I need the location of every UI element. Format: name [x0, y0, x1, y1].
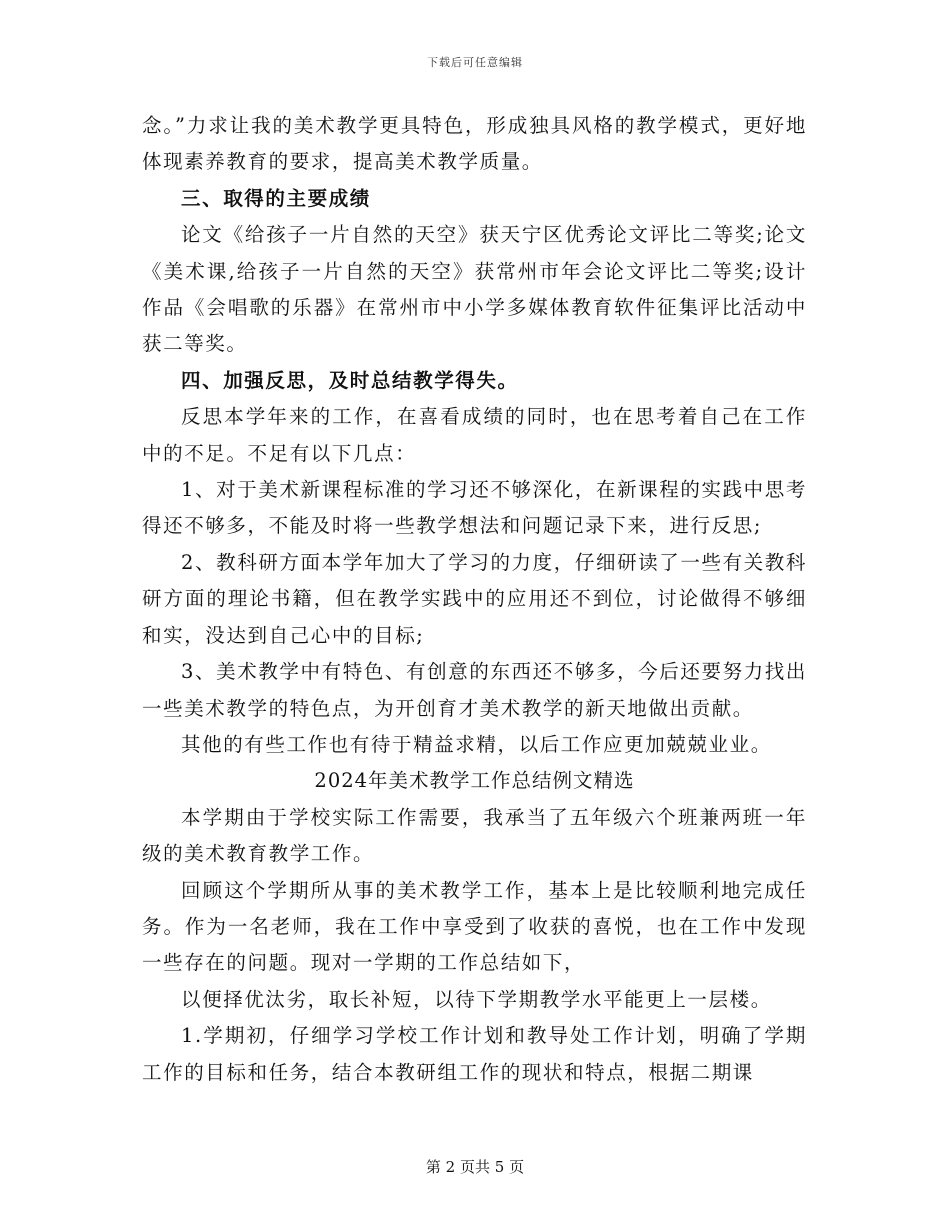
paragraph-continuation: 念。”力求让我的美术教学更具特色，形成独具风格的教学模式，更好地体现素养教育的要求，提高美术教学质量。: [142, 114, 807, 174]
paragraph-semester-duty: 本学期由于学校实际工作需要，我承当了五年级六个班兼两班一年级的美术教育教学工作。: [142, 805, 807, 866]
paragraph-item-1: 1.学期初，仔细学习学校工作计划和教导处工作计划，明确了学期工作的目标和任务，结合本教研组工作的现状和特点，根据二期课: [142, 1024, 807, 1084]
section-heading-achievements: 三、取得的主要成绩: [181, 186, 371, 210]
page-header: 下载后可任意编辑: [427, 56, 523, 69]
paragraph-review: 回顾这个学期所从事的美术教学工作，基本上是比较顺利地完成任务。作为一名老师，我在工作中享受到了收获的喜悦，也在工作中发现一些存在的问题。现对一学期的工作总结如下，: [142, 878, 807, 975]
section-heading-reflection: 四、加强反思，及时总结教学得失。: [181, 368, 519, 392]
document-body: [142, 108, 807, 1091]
paragraph-reflection-intro: 反思本学年来的工作，在喜看成绩的同时，也在思考着自己在工作中的不足。不足有以下几点：: [142, 405, 807, 465]
paragraph-shortcoming-1: 1、对于美术新课程标准的学习还不够深化，在新课程的实践中思考得还不够多，不能及时将一些教学想法和问题记录下来，进行反思;: [142, 478, 807, 538]
article-title: 2024年美术教学工作总结例文精选: [314, 769, 635, 793]
paragraph-purpose: 以便择优汰劣，取长补短，以待下学期教学水平能更上一层楼。: [181, 987, 772, 1011]
paragraph-shortcoming-3: 3、美术教学中有特色、有创意的东西还不够多，今后还要努力找出一些美术教学的特色点，为开创育才美术教学的新天地做出贡献。: [142, 660, 807, 720]
paragraph-achievements: 论文《给孩子一片自然的天空》获天宁区优秀论文评比二等奖;论文《美术课,给孩子一片自然的天空》获常州市年会论文评比二等奖;设计作品《会唱歌的乐器》在常州市中小学多媒体教育软件征集评比活动中获二等奖。: [142, 223, 807, 356]
page-footer: 第 2 页共 5 页: [425, 1158, 525, 1176]
paragraph-shortcoming-2: 2、教科研方面本学年加大了学习的力度，仔细研读了一些有关教科研方面的理论书籍，但在教学实践中的应用还不到位，讨论做得不够细和实，没达到自己心中的目标;: [142, 550, 807, 647]
paragraph-other-work: 其他的有些工作也有待于精益求精，以后工作应更加兢兢业业。: [181, 732, 772, 756]
